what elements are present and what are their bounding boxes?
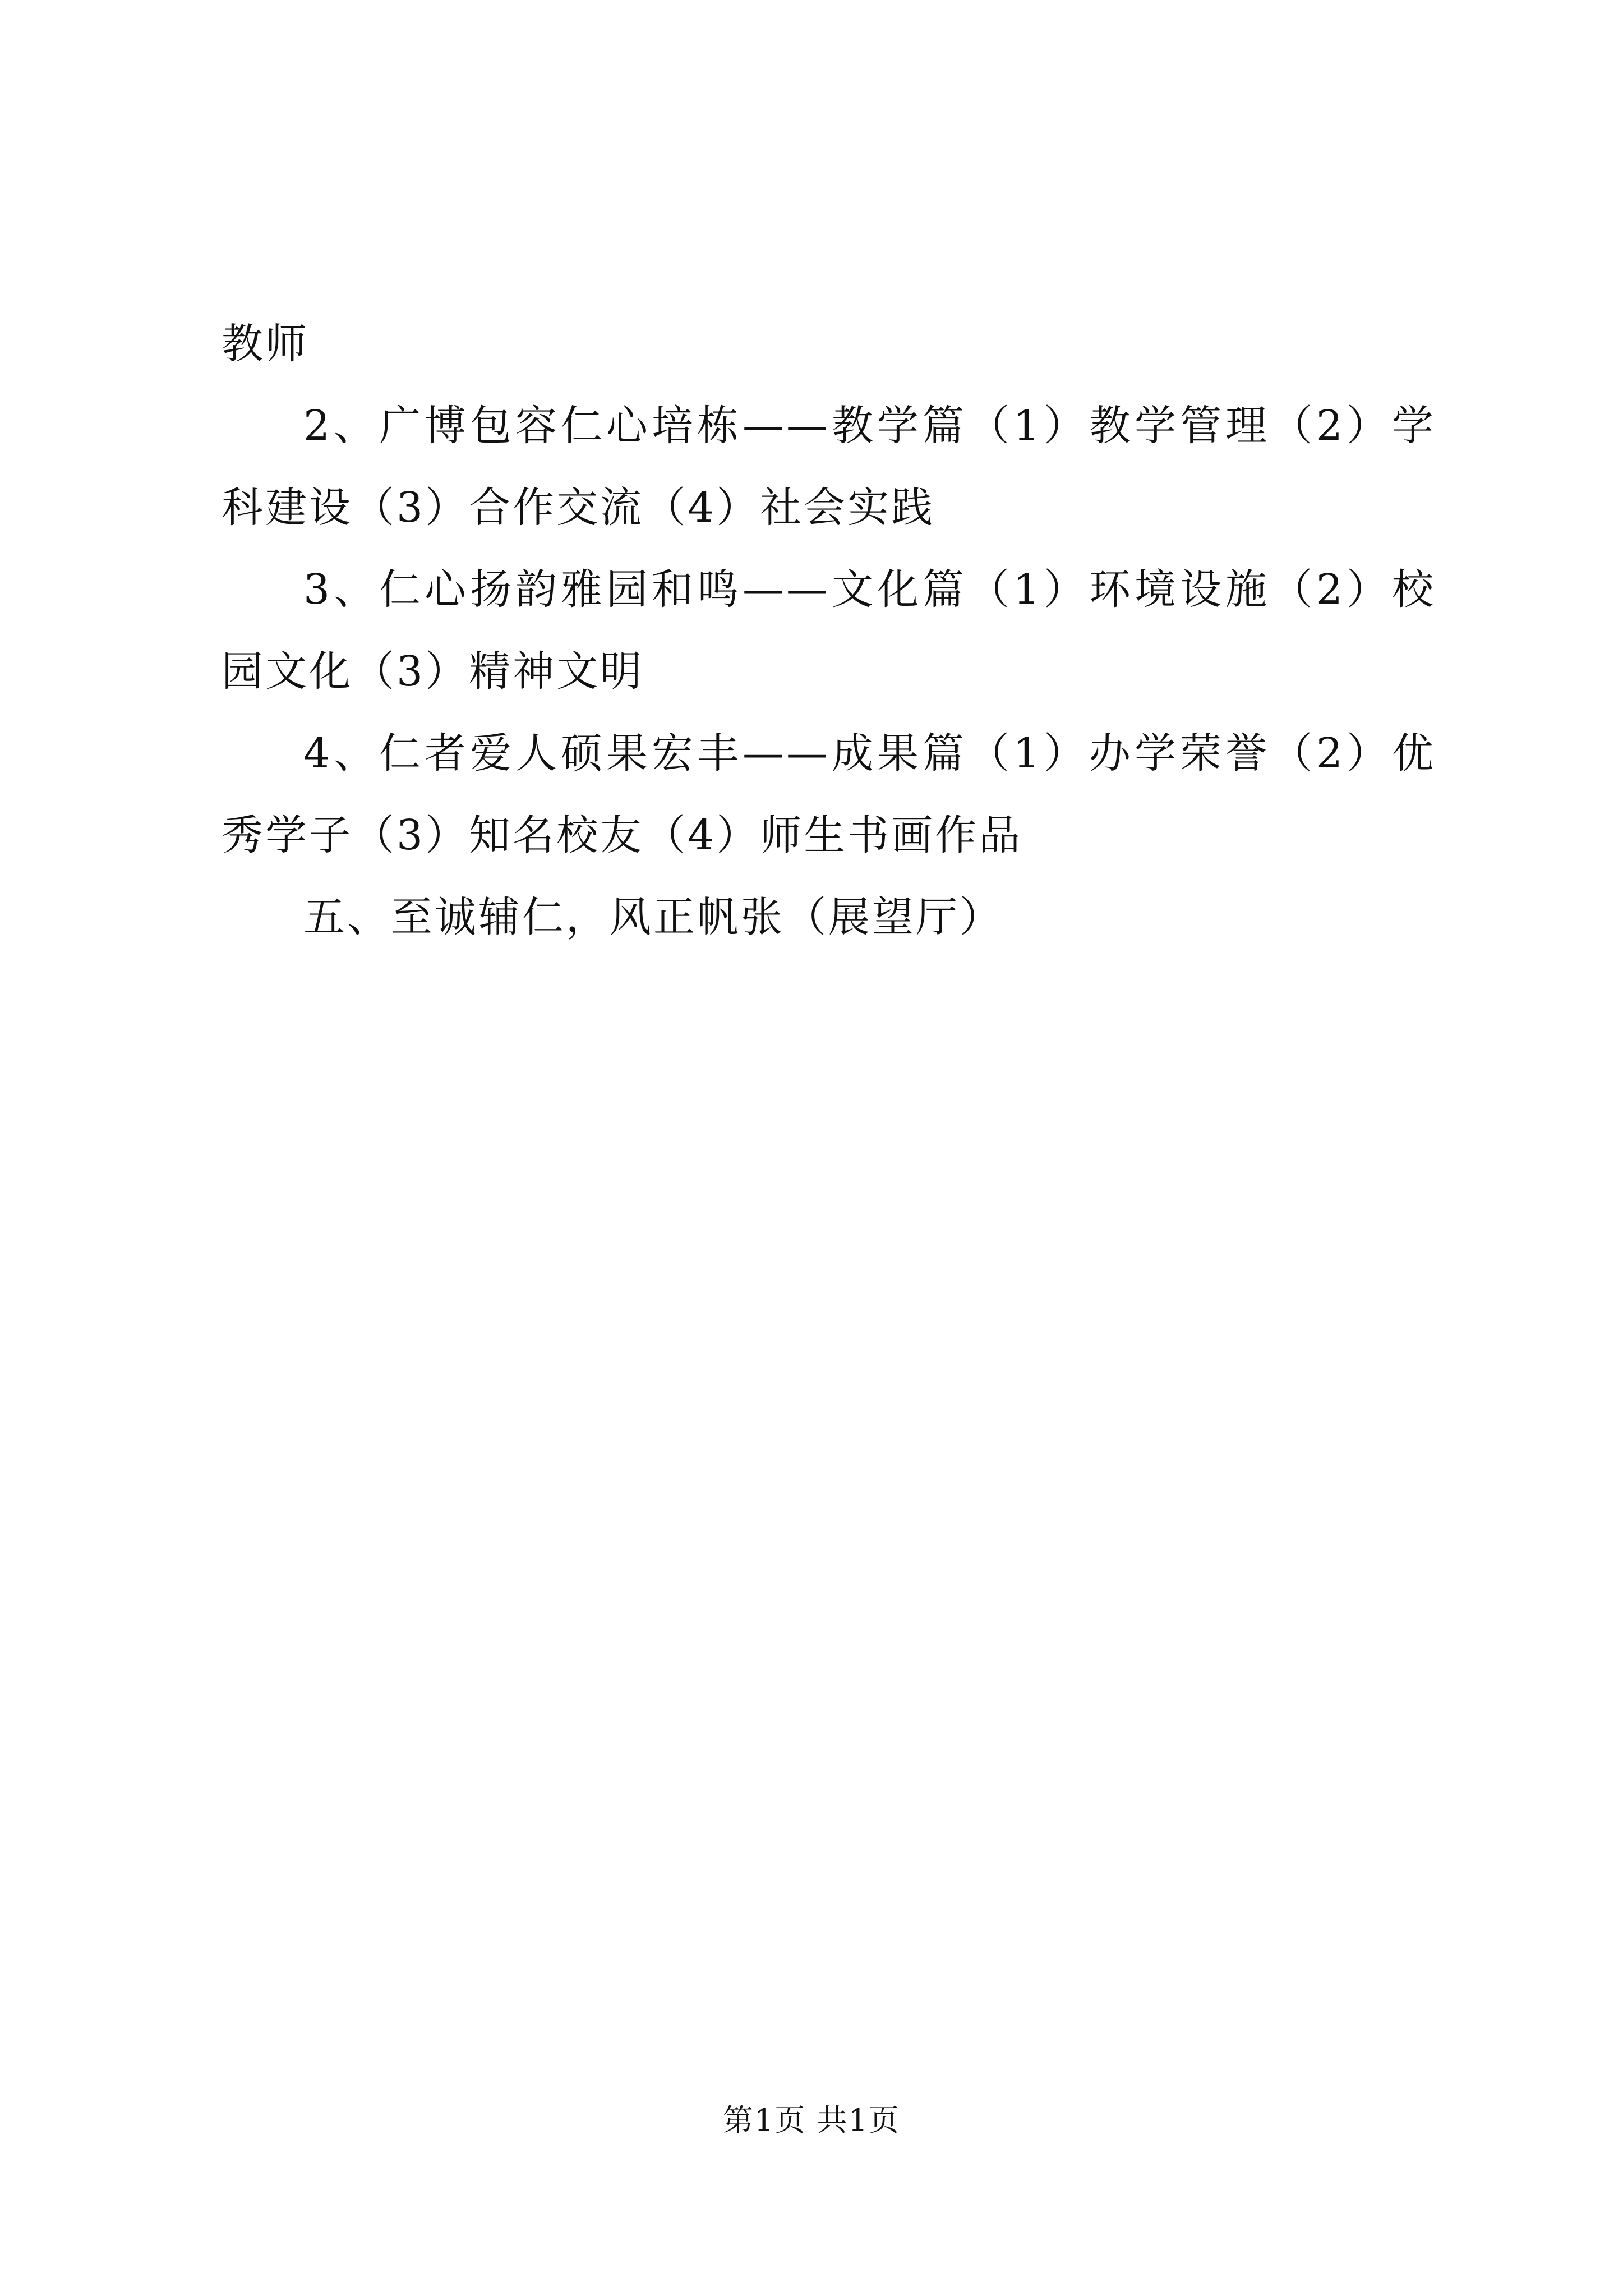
document-body [222, 303, 1436, 958]
paragraph-achievements: 4、仁者爱人硕果宏丰——成果篇（1）办学荣誉（2）优秀学子（3）知名校友（4）师生书画作品 [222, 729, 1436, 859]
page-footer: 第1页 共1页 [723, 2102, 900, 2138]
paragraph-culture: 3、仁心扬韵雅园和鸣——文化篇（1）环境设施（2）校园文化（3）精神文明 [222, 565, 1436, 696]
paragraph-teaching: 2、广博包容仁心培栋——教学篇（1）教学管理（2）学科建设（3）合作交流（4）社会实践 [222, 402, 1436, 532]
paragraph-outlook: 五、至诚辅仁，风正帆张（展望厅） [303, 893, 1003, 941]
paragraph-continuation: 教师 [222, 320, 309, 368]
